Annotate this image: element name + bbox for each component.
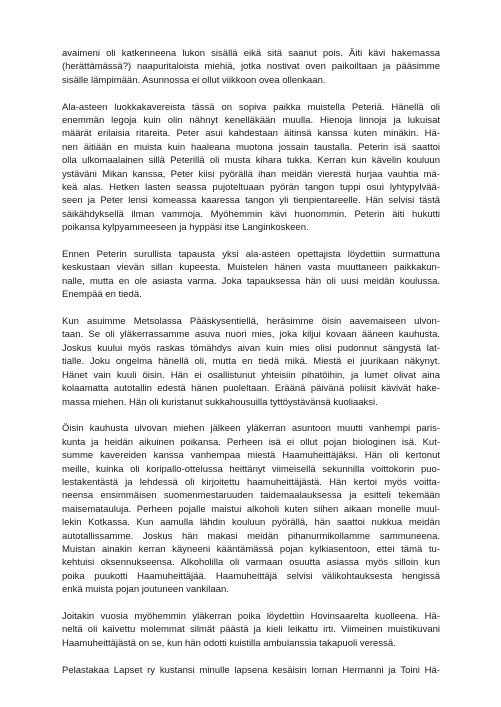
paragraph xyxy=(62,248,440,302)
text-line: poikansa kylpyammeeseen ja hyppäsi itse Langinkoskeen. xyxy=(62,222,309,234)
text-line: enemmän legoja kuin olin nähnyt kenelläkään muulla. Hienoja linnoja ja lukuisat xyxy=(62,115,440,127)
paragraph xyxy=(62,101,440,235)
text-line: keä alas. Hetken lasten seassa pujoteltuaan pyörän tangon tuppi osui lyhtypylvää- xyxy=(62,182,440,194)
text-line: Pelastakaa Lapset ry kustansi minulle lapsena kesäisin loman Hermanni ja Toini Hä- xyxy=(62,664,440,676)
text-line: kunta ja heidän aikuinen poikansa. Perheen isä ei ollut pojan biologinen isä. Kut- xyxy=(62,436,440,448)
text-line: neensa ensimmäisen suomenmestaruuden taidemaalauksessa ja esitteli tekemään xyxy=(62,490,440,502)
text-line: lekin Kotkassa. Kun aamulla lähdin kouluun pyörällä, hän saattoi nukkua meidän xyxy=(62,517,440,529)
text-line: kehtuisi oksennukseensa. Alkoholilla oli varmaan osuutta asiassa myös silloin kun xyxy=(62,557,440,569)
text-line: Joskus kuului myös raskas tömähdys aivan kuin mies olisi pudonnut sängystä lat- xyxy=(62,342,440,354)
text-line: (herättämässä?) naapuritaloista miehiä, jotka nostivat oven paikoiltaan ja pääsimme xyxy=(62,61,440,73)
text-line: nalle, mutta en ole asiasta varma. Joka tapauksessa hän oli uusi meidän koulussa. xyxy=(62,275,440,287)
text-line: nen äitiään en muista kuin haaleana muotona jossain taustalla. Peterin isä saattoi xyxy=(62,141,440,153)
text-line: avaimeni oli katkenneena lukon sisällä eikä sitä saanut pois. Äiti kävi hakemassa xyxy=(62,48,440,59)
text-line: kolaamatta autotallin edestä hänen puoleltaan. Eräänä päivänä poliisit kävivät hake- xyxy=(62,383,440,395)
text-line: tialle. Joku ongelma hänellä oli, mutta en tiedä mikä. Miestä ei juurikaan näkynyt. xyxy=(62,356,440,368)
text-line: enkä muista pojan joutuneen vankilaan. xyxy=(62,584,229,596)
paragraph xyxy=(62,664,440,677)
text-line: Ennen Peterin surullista tapausta yksi ala-asteen opettajista löydettiin surmattuna xyxy=(62,249,440,261)
paragraph xyxy=(62,610,440,650)
text-line: ystäväni Mikan kanssa, Peter kiisi pyörällä ihan meidän vierestä hurjaa vauhtia mä- xyxy=(62,168,440,180)
text-line: meille, kuinka oli koripallo-ottelussa heittänyt viimeisellä sekunnilla voittokorin puo- xyxy=(62,463,440,475)
text-line: taan. Se oli yläkerrassamme asuva nuori mies, joka kiljui kovaan ääneen kauhusta. xyxy=(62,329,440,341)
text-line: autotallissamme. Joskus hän makasi meidän pihanurmikollamme sammuneena. xyxy=(62,530,440,542)
text-line: maisemataulujа. Perheen pojalle maistui alkoholi kuten siihen aikaan monelle muul- xyxy=(62,503,440,515)
text-line: sisälle lämpimään. Asunnossa ei ollut viikkoon ovea ollenkaan. xyxy=(62,74,326,86)
text-line: poika puukotti Haamuheittäjää. Haamuheittäjä selvisi välikohtauksesta hengissä xyxy=(62,570,440,582)
text-line: lestakentästä ja lehdessä oli kirjoitettu haamuheittäjästä. Hän kertoi myös voitta- xyxy=(62,476,440,488)
paragraph xyxy=(62,422,440,596)
text-line: Öisin kauhusta ulvovan miehen jälkeen yläkerran asuntoon muutti vanhempi paris- xyxy=(62,423,440,435)
text-line: massa miehen. Hän oli kuristanut sukkahousuilla tyttöystävänsä kuoliaaksi. xyxy=(62,396,378,408)
paragraph xyxy=(62,47,440,87)
text-line: Kun asuimme Metsolassa Pääskysentiellä, heräsimme öisin aavemaiseen ulvon- xyxy=(62,316,440,328)
text-line: keskustaan vievän sillan kupeesta. Muistelen hänen vasta muuttaneen paikkakun- xyxy=(62,262,440,274)
text-line: neltä oli kaivettu molemmat silmät päästä ja kieli leikattu irti. Viimeinen muistikuvani xyxy=(62,624,440,636)
text-line: Hänet vain kuuli öisin. Hän ei osallistunut yhteisiin pihatöihin, ja lumet olivat aina xyxy=(62,369,440,381)
text-line: Haamuheittäjästä on se, kun hän odotti kuistilla ambulanssia takapuoli veressä. xyxy=(62,637,396,649)
text-line: olla ulkomaalainen sillä Peterillä oli musta kihara tukka. Kerran kun kävelin kouluun xyxy=(62,155,440,167)
text-line: Joitakin vuosia myöhemmin yläkerran poika löydettiin Hovinsaarelta kuolleena. Hä- xyxy=(62,610,440,622)
text-line: Ala-asteen luokkakavereista tässä on sopiva paikka muistella Peteriä. Hänellä oli xyxy=(62,101,440,113)
paragraph xyxy=(62,315,440,409)
text-line: säikähdyksellä ilman vammoja. Myöhemmin kävi huonommin. Peterin äiti hukutti xyxy=(62,208,440,220)
text-line: seen ja Peter lensi komeassa kaaressa tangon yli tienpientareelle. Hän selvisi tästä xyxy=(62,195,440,207)
text-line: Muistan ainakin kerran käyneeni kääntämässä pojan kylkiasentoon, ettei tämä tu- xyxy=(62,543,440,555)
text-line: summe kavereiden kanssa vanhempaa miestä Haamuheittäjäksi. Hän oli kertonut xyxy=(62,450,440,462)
text-line: määrät erilaisia ritareita. Peter asui kahdestaan äitinsä kanssa kuten minäkin. Hä- xyxy=(62,128,440,140)
text-line: Enempää en tiedä. xyxy=(62,289,142,301)
